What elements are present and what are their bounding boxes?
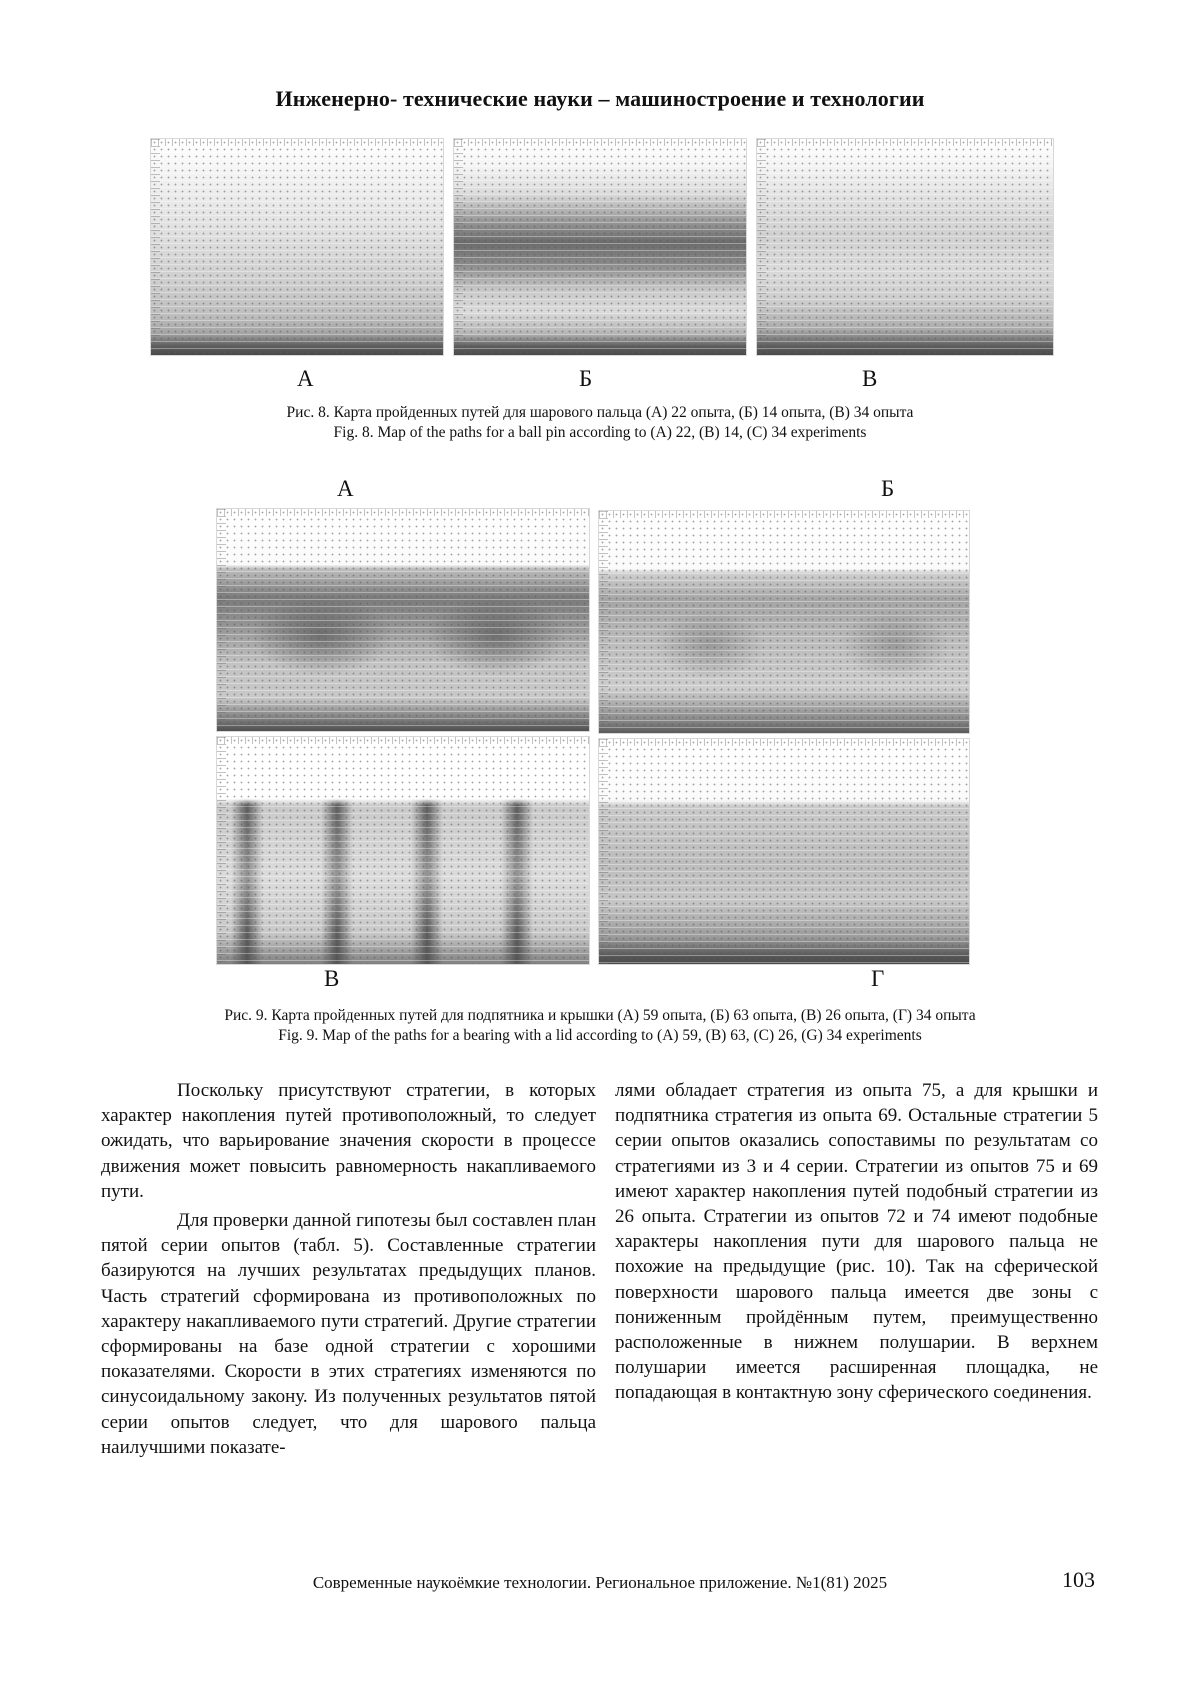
page-number: 103 [1062, 1567, 1095, 1592]
paragraph: Для проверки данной гипотезы был составлен план пятой серии опытов (табл. 5). Составленные стратегии базируются на лучших результатах предыдущих планов. Часть стратегий сформирована из противоположных по характеру накапливаемого пути стратегий. Другие стратегии сформированы на базе одной стратегии с хорошими показателями. Скорости в этих стратегиях изменяются по синусоидальному закону. Из полученных результатов пятой серии опытов следует, что для шарового пальца наилучшими показате- [101, 1210, 596, 1458]
running-header: Инженерно- технические науки – машиностроение и технологии [275, 86, 925, 111]
path-map-panel-c [756, 138, 1054, 356]
path-map-panel-c [216, 736, 590, 965]
figure-8-caption-en: Fig. 8. Map of the paths for a ball pin according to (A) 22, (B) 14, (C) 34 experiments [333, 424, 867, 441]
figure-8-caption-ru: Рис. 8. Карта пройденных путей для шарового пальца (А) 22 опыта, (Б) 14 опыта, (В) 34 опыта [286, 404, 914, 421]
figure-9-label-b: Б [881, 476, 895, 501]
text-column-right [615, 1078, 1098, 1406]
figure-9-label-c: В [324, 966, 340, 991]
figure-8-label-a: А [297, 366, 314, 391]
path-map-panel-b [453, 138, 747, 356]
paragraph: Поскольку присутствуют стратегии, в которых характер накопления путей противоположный, то следует ожидать, что варьирование значения скорости в процессе движения может повысить равномерность накапливаемого пути. [101, 1080, 596, 1202]
path-map-panel-a [216, 508, 590, 732]
figure-9 [216, 508, 968, 963]
figure-9-caption-ru: Рис. 9. Карта пройденных путей для подпятника и крышки (А) 59 опыта, (Б) 63 опыта, (В) 26 опыта, (Г) 34 опыта [224, 1007, 976, 1024]
path-map-panel-b [598, 510, 970, 734]
figure-8-label-c: В [862, 366, 878, 391]
path-map-panel-a [150, 138, 444, 356]
path-map-panel-d [598, 738, 970, 965]
figure-9-label-d: Г [871, 966, 885, 991]
figure-8-label-b: Б [579, 366, 593, 391]
figure-8 [150, 138, 1052, 354]
text-column-left [101, 1078, 596, 1460]
figure-9-caption-en: Fig. 9. Map of the paths for a bearing with a lid according to (A) 59, (B) 63, (C) 26, (G) 34 experiments [278, 1027, 922, 1044]
paragraph: лями обладает стратегия из опыта 75, а для крышки и подпятника стратегия из опыта 69. Остальные стратегии 5 серии опытов оказались сопоставимы по результатам со стратегиями из 3 и 4 серии. Стратегии из опытов 75 и 69 имеют характер накопления путей подобный стратегии из 26 опыта. Стратегии из опытов 72 и 74 имеют подобные характеры накопления пути для шарового пальца не похожие на предыдущие (рис. 10). Так на сферической поверхности шарового пальца имеется две зоны с пониженным пройдённым путем, преимущественно расположенные в нижнем полушарии. В верхнем полушарии имеется расширенная площадка, не попадающая в контактную зону сферического соединения. [615, 1080, 1098, 1404]
journal-footer: Современные наукоёмкие технологии. Региональное приложение. №1(81) 2025 [312, 1573, 888, 1592]
figure-9-label-a: А [337, 476, 354, 501]
